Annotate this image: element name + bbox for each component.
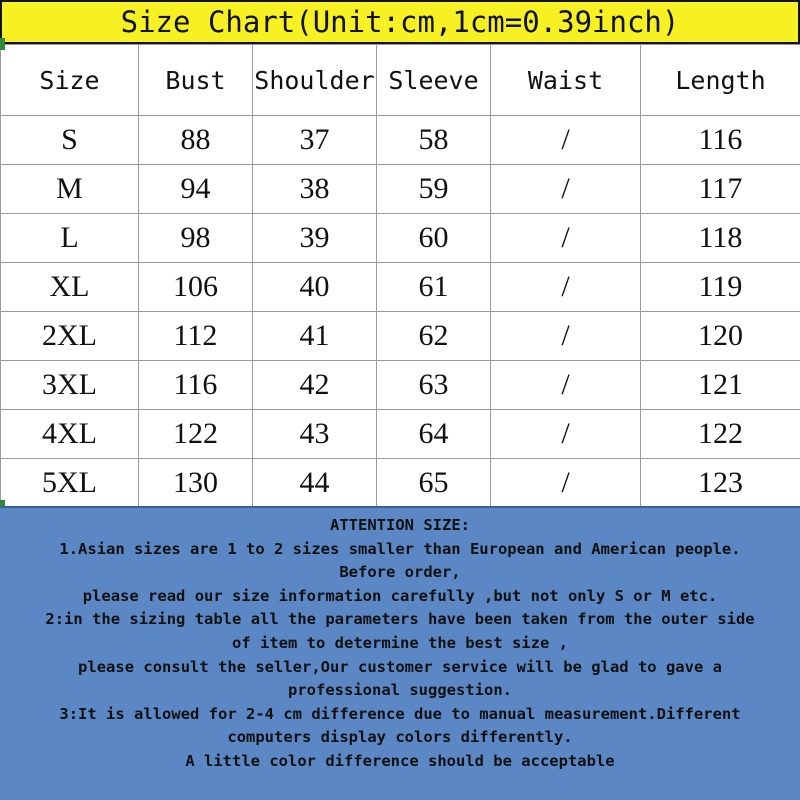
cell-shoulder: 43 <box>253 410 377 459</box>
cell-sleeve: 59 <box>377 165 491 214</box>
cell-sleeve: 58 <box>377 116 491 165</box>
cell-waist: / <box>491 459 641 508</box>
table-row <box>1 410 800 459</box>
attention-line: computers display colors differently. <box>227 728 573 747</box>
cell-size: 4XL <box>1 410 139 459</box>
attention-line: please read our size information carefully ,but not only S or M etc. <box>82 586 718 605</box>
decorative-mark-top <box>0 38 5 50</box>
cell-length: 118 <box>641 214 800 263</box>
cell-bust: 122 <box>139 410 253 459</box>
cell-size: M <box>1 165 139 214</box>
cell-bust: 116 <box>139 361 253 410</box>
cell-waist: / <box>491 312 641 361</box>
table-row <box>1 116 800 165</box>
cell-waist: / <box>491 263 641 312</box>
cell-length: 121 <box>641 361 800 410</box>
cell-length: 120 <box>641 312 800 361</box>
attention-heading: ATTENTION SIZE: <box>330 516 470 534</box>
cell-shoulder: 38 <box>253 165 377 214</box>
cell-waist: / <box>491 165 641 214</box>
cell-bust: 106 <box>139 263 253 312</box>
attention-line: 3:It is allowed for 2-4 cm difference due to manual measurement.Different <box>59 704 741 723</box>
cell-waist: / <box>491 214 641 263</box>
cell-size: XL <box>1 263 139 312</box>
cell-length: 119 <box>641 263 800 312</box>
cell-waist: / <box>491 361 641 410</box>
cell-sleeve: 62 <box>377 312 491 361</box>
cell-size: S <box>1 116 139 165</box>
cell-sleeve: 60 <box>377 214 491 263</box>
cell-shoulder: 44 <box>253 459 377 508</box>
table-row <box>1 214 800 263</box>
table-row <box>1 263 800 312</box>
cell-size: 5XL <box>1 459 139 508</box>
cell-shoulder: 40 <box>253 263 377 312</box>
size-table <box>0 44 800 508</box>
cell-shoulder: 42 <box>253 361 377 410</box>
table-row <box>1 165 800 214</box>
cell-sleeve: 63 <box>377 361 491 410</box>
table-row <box>1 459 800 508</box>
cell-size: 3XL <box>1 361 139 410</box>
cell-size: 2XL <box>1 312 139 361</box>
header-waist: Waist <box>491 45 641 116</box>
cell-waist: / <box>491 410 641 459</box>
table-row <box>1 361 800 410</box>
cell-length: 123 <box>641 459 800 508</box>
header-shoulder: Shoulder <box>253 45 377 116</box>
cell-waist: / <box>491 116 641 165</box>
header-bust: Bust <box>139 45 253 116</box>
size-chart-title: Size Chart(Unit:cm,1cm=0.39inch) <box>0 0 800 44</box>
header-sleeve: Sleeve <box>377 45 491 116</box>
header-size: Size <box>1 45 139 116</box>
attention-line: professional suggestion. <box>288 681 512 700</box>
attention-line: 1.Asian sizes are 1 to 2 sizes smaller than European and American people. <box>59 539 741 558</box>
cell-sleeve: 61 <box>377 263 491 312</box>
cell-sleeve: 65 <box>377 459 491 508</box>
cell-bust: 94 <box>139 165 253 214</box>
cell-bust: 112 <box>139 312 253 361</box>
attention-line: of item to determine the best size , <box>232 633 568 652</box>
cell-length: 116 <box>641 116 800 165</box>
attention-line: A little color difference should be acceptable <box>185 751 615 770</box>
cell-sleeve: 64 <box>377 410 491 459</box>
table-row <box>1 312 800 361</box>
header-length: Length <box>641 45 800 116</box>
attention-line: 2:in the sizing table all the parameters have been taken from the outer side <box>45 610 755 629</box>
attention-line: please consult the seller,Our customer service will be glad to gave a <box>78 657 722 676</box>
cell-shoulder: 37 <box>253 116 377 165</box>
cell-bust: 88 <box>139 116 253 165</box>
cell-shoulder: 39 <box>253 214 377 263</box>
attention-line: Before order, <box>339 563 461 582</box>
cell-shoulder: 41 <box>253 312 377 361</box>
attention-notice <box>0 506 800 800</box>
cell-length: 117 <box>641 165 800 214</box>
cell-length: 122 <box>641 410 800 459</box>
cell-bust: 98 <box>139 214 253 263</box>
cell-bust: 130 <box>139 459 253 508</box>
cell-size: L <box>1 214 139 263</box>
table-header-row <box>1 45 800 116</box>
